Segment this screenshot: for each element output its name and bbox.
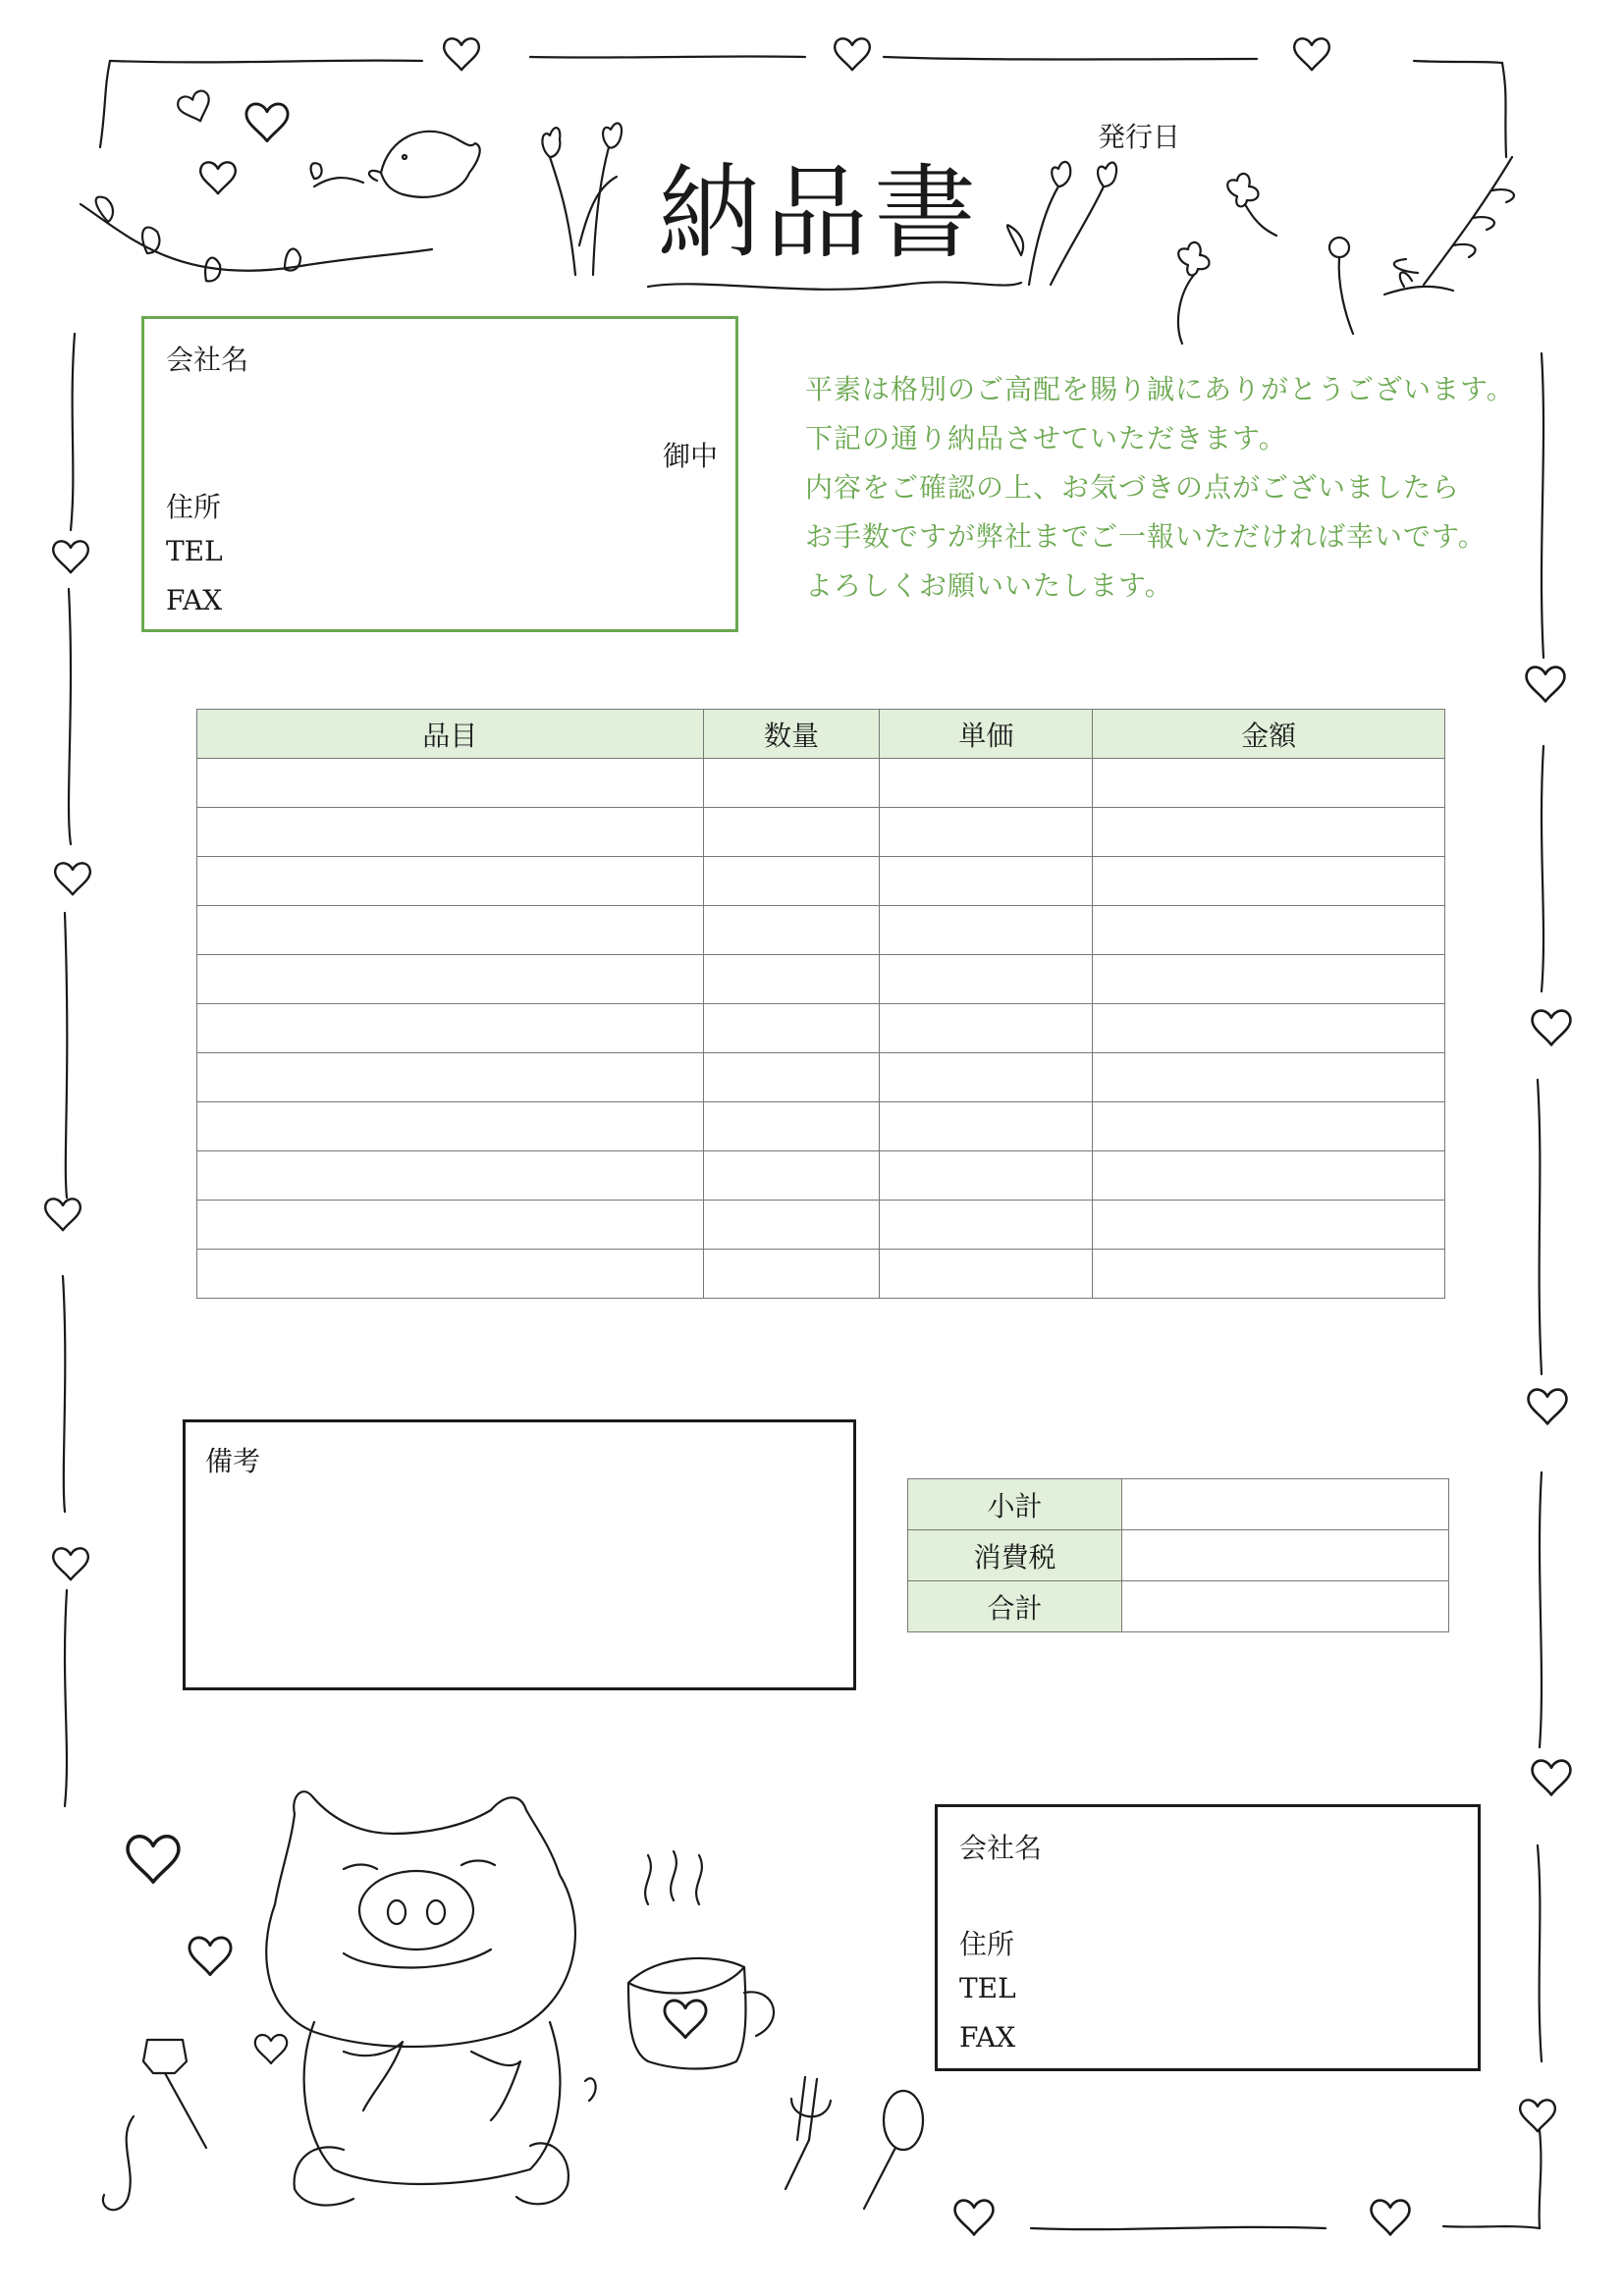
table-cell[interactable]	[1093, 1102, 1445, 1151]
total-value[interactable]	[1122, 1581, 1449, 1632]
subtotal-label: 小計	[908, 1479, 1122, 1530]
table-row	[197, 1004, 1445, 1053]
table-cell[interactable]	[197, 955, 704, 1004]
table-row	[197, 1053, 1445, 1102]
table-row	[197, 1201, 1445, 1250]
table-cell[interactable]	[880, 1250, 1093, 1299]
greeting-line: 下記の通り納品させていただきます。	[805, 422, 1287, 454]
leaf-branch-right	[1384, 157, 1514, 294]
table-cell[interactable]	[197, 1102, 704, 1151]
recipient-address-label: 住所	[166, 491, 222, 523]
greeting-line: よろしくお願いいたします。	[805, 569, 1173, 602]
tax-row	[908, 1530, 1449, 1581]
recipient-company-label: 会社名	[166, 344, 249, 376]
table-row	[197, 906, 1445, 955]
table-cell[interactable]	[880, 1053, 1093, 1102]
subtotal-row	[908, 1479, 1449, 1530]
table-cell[interactable]	[1093, 1201, 1445, 1250]
table-cell[interactable]	[1093, 759, 1445, 808]
table-cell[interactable]	[197, 808, 704, 857]
table-cell[interactable]	[1093, 955, 1445, 1004]
sender-box	[935, 1804, 1481, 2071]
tax-label: 消費税	[908, 1530, 1122, 1581]
table-cell[interactable]	[197, 857, 704, 906]
table-cell[interactable]	[1093, 857, 1445, 906]
table-cell[interactable]	[1093, 808, 1445, 857]
table-cell[interactable]	[197, 1151, 704, 1201]
leaf-vine-left	[81, 163, 432, 281]
table-cell[interactable]	[1093, 1004, 1445, 1053]
clover-doodles	[1178, 174, 1353, 344]
header-quantity: 数量	[703, 710, 880, 759]
table-cell[interactable]	[703, 1004, 880, 1053]
issue-date-label: 発行日	[1098, 121, 1181, 153]
header-item: 品目	[197, 710, 704, 759]
table-cell[interactable]	[197, 1004, 704, 1053]
table-cell[interactable]	[703, 857, 880, 906]
table-cell[interactable]	[703, 1102, 880, 1151]
table-cell[interactable]	[880, 955, 1093, 1004]
table-cell[interactable]	[197, 1053, 704, 1102]
table-cell[interactable]	[197, 759, 704, 808]
total-label: 合計	[908, 1581, 1122, 1632]
table-row	[197, 955, 1445, 1004]
sender-fax-label: FAX	[959, 2021, 1016, 2054]
header-amount: 金額	[1093, 710, 1445, 759]
table-row	[197, 808, 1445, 857]
table-row	[197, 1102, 1445, 1151]
recipient-honorific: 御中	[662, 440, 718, 472]
pig-illustration	[266, 1791, 595, 2205]
document-title: 納品書	[658, 153, 983, 273]
bird-doodle	[369, 132, 480, 197]
table-cell[interactable]	[1093, 1053, 1445, 1102]
table-row	[197, 857, 1445, 906]
table-cell[interactable]	[880, 906, 1093, 955]
sender-company-label: 会社名	[959, 1832, 1043, 1864]
totals-table	[907, 1478, 1449, 1632]
tulip-left	[542, 124, 622, 275]
table-cell[interactable]	[1093, 1151, 1445, 1201]
table-cell[interactable]	[703, 955, 880, 1004]
table-cell[interactable]	[197, 1250, 704, 1299]
table-row	[197, 759, 1445, 808]
notes-label: 備考	[205, 1445, 261, 1477]
table-cell[interactable]	[880, 808, 1093, 857]
table-cell[interactable]	[880, 759, 1093, 808]
table-cell[interactable]	[880, 1151, 1093, 1201]
greeting-message	[805, 365, 1515, 611]
table-row	[197, 1151, 1445, 1201]
subtotal-value[interactable]	[1122, 1479, 1449, 1530]
recipient-tel-label: TEL	[166, 535, 223, 567]
table-cell[interactable]	[880, 1102, 1093, 1151]
tax-value[interactable]	[1122, 1530, 1449, 1581]
table-cell[interactable]	[703, 1250, 880, 1299]
recipient-box	[141, 316, 738, 632]
greeting-line: お手数ですが弊社までご一報いただければ幸いです。	[805, 520, 1487, 553]
total-row	[908, 1581, 1449, 1632]
greeting-line: 平素は格別のご高配を賜り誠にありがとうございます。	[805, 373, 1515, 405]
header-unit-price: 単価	[880, 710, 1093, 759]
table-cell[interactable]	[880, 857, 1093, 906]
table-cell[interactable]	[1093, 906, 1445, 955]
table-cell[interactable]	[880, 1201, 1093, 1250]
table-cell[interactable]	[703, 1201, 880, 1250]
table-cell[interactable]	[703, 1053, 880, 1102]
items-header-row	[197, 710, 1445, 759]
table-cell[interactable]	[197, 1201, 704, 1250]
items-table	[196, 709, 1445, 1299]
table-cell[interactable]	[703, 906, 880, 955]
greeting-line: 内容をご確認の上、お気づきの点がございましたら	[805, 471, 1461, 504]
table-cell[interactable]	[197, 906, 704, 955]
table-cell[interactable]	[703, 808, 880, 857]
table-cell[interactable]	[703, 1151, 880, 1201]
table-cell[interactable]	[1093, 1250, 1445, 1299]
recipient-fax-label: FAX	[166, 584, 223, 616]
table-row	[197, 1250, 1445, 1299]
mug-illustration	[628, 1851, 774, 2069]
notes-box[interactable]	[183, 1419, 856, 1690]
sender-tel-label: TEL	[959, 1972, 1016, 2004]
table-cell[interactable]	[703, 759, 880, 808]
sender-address-label: 住所	[959, 1928, 1015, 1960]
tulip-right	[1007, 162, 1116, 285]
table-cell[interactable]	[880, 1004, 1093, 1053]
